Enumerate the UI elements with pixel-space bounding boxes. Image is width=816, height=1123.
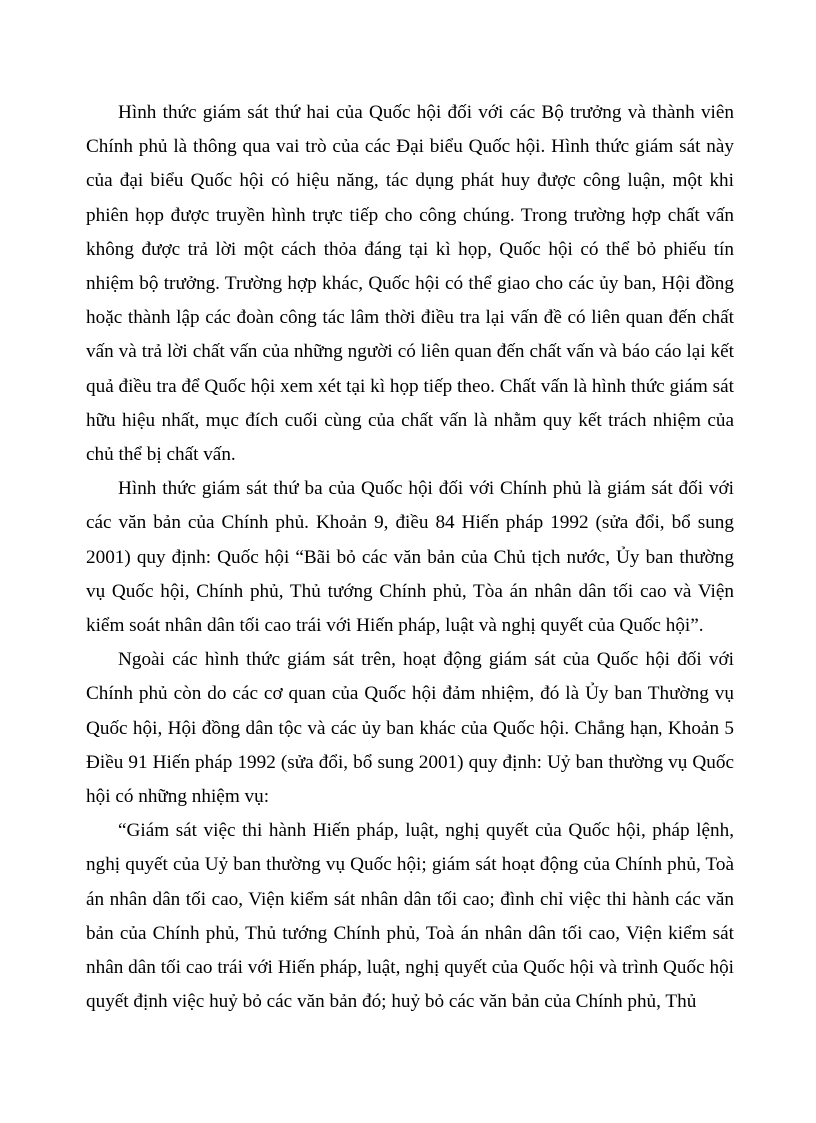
paragraph-standing-committee-quote: “Giám sát việc thi hành Hiến pháp, luật, nghị quyết của Quốc hội, pháp lệnh, nghị quyết của Uỷ ban thường vụ Quốc hội; giám sát hoạt động của Chính phủ, Toà án nhân dân tối cao, Viện kiểm sát nhân dân tối cao; đình chỉ việc thi hành các văn bản của Chính phủ, Thủ tướng Chính phủ, Toà án nhân dân tối cao, Viện kiểm sát nhân dân tối cao trái với Hiến pháp, luật, nghị quyết của Quốc hội và trình Quốc hội quyết định việc huỷ bỏ các văn bản đó; huỷ bỏ các văn bản của Chính phủ, Thủ [86, 820, 734, 1013]
paragraph-supervision-second-form: Hình thức giám sát thứ hai của Quốc hội đối với các Bộ trưởng và thành viên Chính phủ là thông qua vai trò của các Đại biểu Quốc hội. Hình thức giám sát này của đại biểu Quốc hội có hiệu năng, tác dụng phát huy được công luận, một khi phiên họp được truyền hình trực tiếp cho công chúng. Trong trường hợp chất vấn không được trả lời một cách thỏa đáng tại kì họp, Quốc hội có thể bỏ phiếu tín nhiệm bộ trưởng. Trường hợp khác, Quốc hội có thể giao cho các ủy ban, Hội đồng hoặc thành lập các đoàn công tác lâm thời điều tra lại vấn đề có liên quan đến chất vấn và trả lời chất vấn của những người có liên quan đến chất vấn và báo cáo lại kết quả điều tra để Quốc hội xem xét tại kì họp tiếp theo. Chất vấn là hình thức giám sát hữu hiệu nhất, mục đích cuối cùng của chất vấn là nhằm quy kết trách nhiệm của chủ thể bị chất vấn. [86, 102, 734, 466]
document-body [86, 96, 734, 1019]
paragraph-supervision-third-form: Hình thức giám sát thứ ba của Quốc hội đối với Chính phủ là giám sát đối với các văn bản của Chính phủ. Khoản 9, điều 84 Hiến pháp 1992 (sửa đổi, bổ sung 2001) quy định: Quốc hội “Bãi bỏ các văn bản của Chủ tịch nước, Ủy ban thường vụ Quốc hội, Chính phủ, Thủ tướng Chính phủ, Tòa án nhân dân tối cao và Viện kiểm soát nhân dân tối cao trái với Hiến pháp, luật và nghị quyết của Quốc hội”. [86, 478, 734, 637]
paragraph-other-supervision-bodies: Ngoài các hình thức giám sát trên, hoạt động giám sát của Quốc hội đối với Chính phủ còn do các cơ quan của Quốc hội đảm nhiệm, đó là Ủy ban Thường vụ Quốc hội, Hội đồng dân tộc và các ủy ban khác của Quốc hội. Chẳng hạn, Khoản 5 Điều 91 Hiến pháp 1992 (sửa đổi, bổ sung 2001) quy định: Uỷ ban thường vụ Quốc hội có những nhiệm vụ: [86, 649, 734, 808]
